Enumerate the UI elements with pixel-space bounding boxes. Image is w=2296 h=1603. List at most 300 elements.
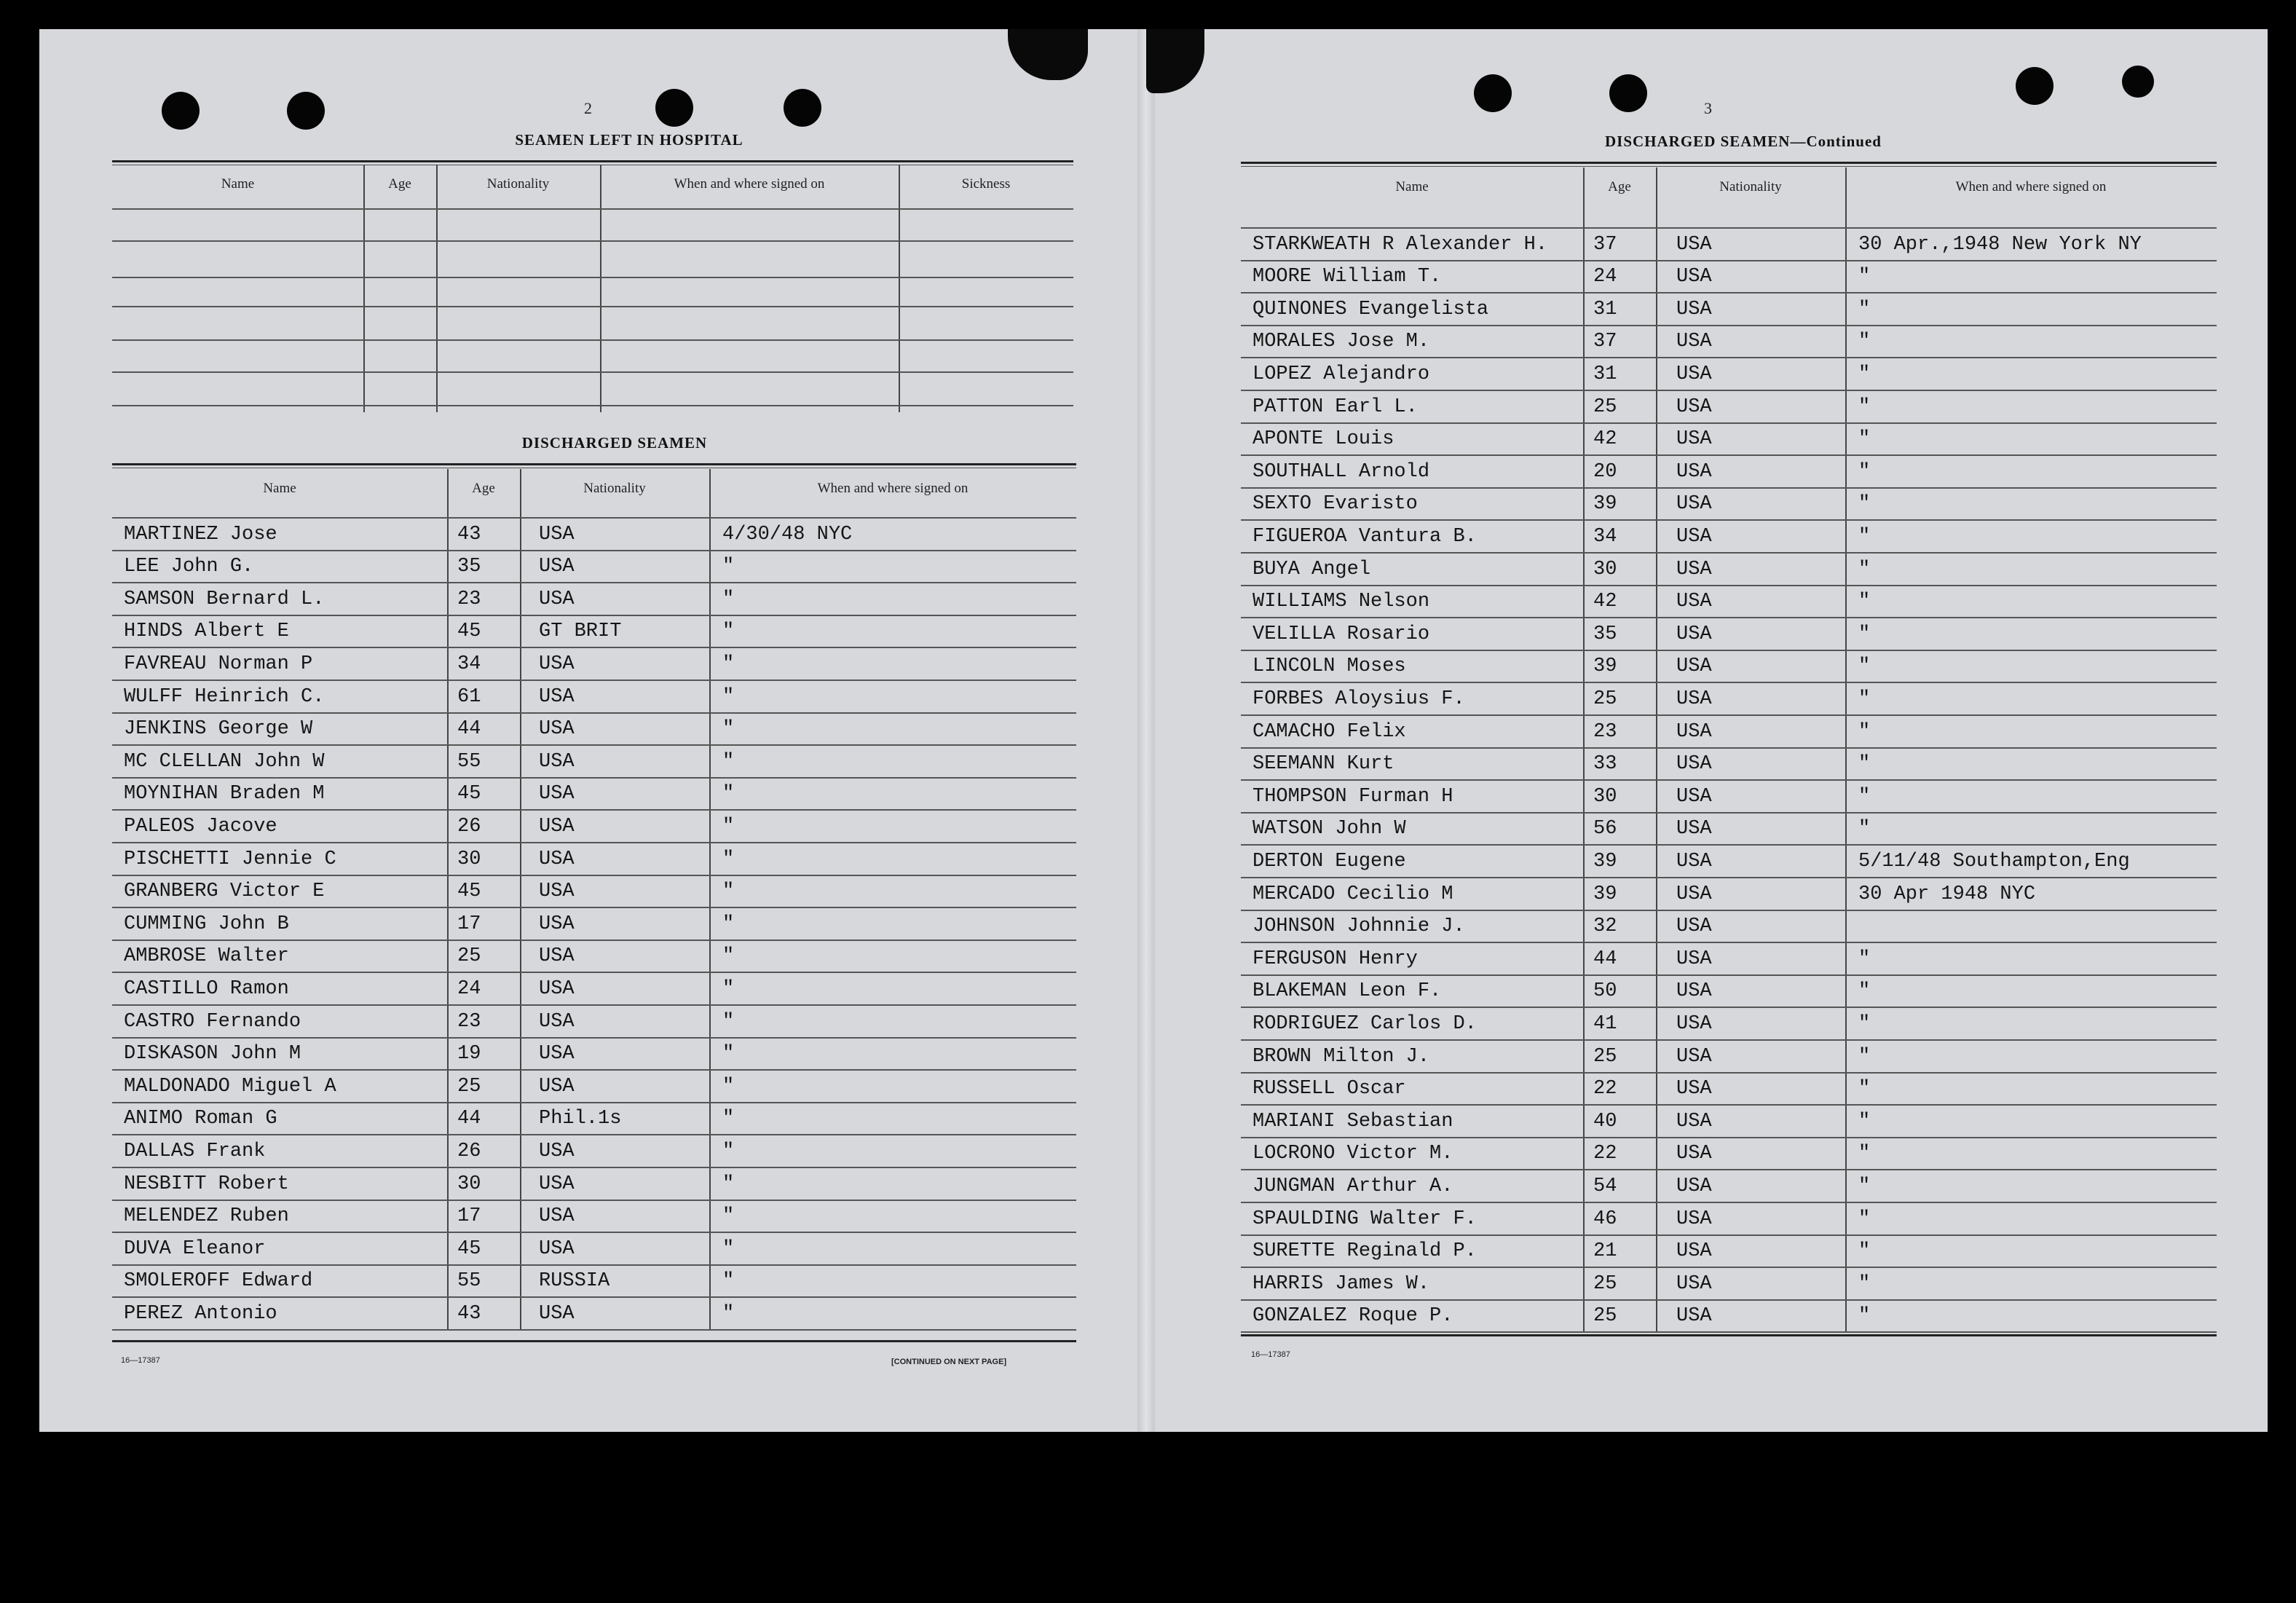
cell-signed-on: " — [1858, 1175, 1871, 1197]
cell-name: MORALES Jose M. — [1252, 331, 1430, 353]
cell-signed-on: " — [722, 1237, 735, 1260]
cell-signed-on: " — [722, 1270, 735, 1293]
cell-name: LOCRONO Victor M. — [1252, 1143, 1453, 1165]
cell-name: RUSSELL Oscar — [1252, 1078, 1406, 1100]
cell-age: 61 — [457, 685, 481, 708]
cell-name: PATTON Earl L. — [1252, 395, 1418, 418]
cell-name: MELENDEZ Ruben — [124, 1205, 289, 1228]
cell-age: 55 — [457, 1270, 481, 1293]
punch-hole — [1474, 74, 1512, 112]
cell-age: 30 — [1593, 785, 1617, 808]
table-row-line — [112, 371, 1073, 373]
cell-name: AMBROSE Walter — [124, 945, 289, 968]
cell-name: MARIANI Sebastian — [1252, 1110, 1453, 1133]
table-row-line — [1241, 357, 2217, 358]
table-row-line — [1241, 552, 2217, 554]
cell-signed-on: " — [722, 750, 735, 773]
cell-nationality: USA — [1676, 1013, 1712, 1035]
table-row-line — [112, 907, 1076, 908]
cell-name: FORBES Aloysius F. — [1252, 688, 1465, 710]
cell-signed-on: 30 Apr 1948 NYC — [1858, 883, 2036, 905]
cell-name: PISCHETTI Jennie C — [124, 848, 336, 870]
table-row-line — [112, 1329, 1076, 1331]
cell-nationality: USA — [1676, 266, 1712, 288]
cell-age: 21 — [1593, 1240, 1617, 1263]
cell-age: 43 — [457, 523, 481, 546]
cell-nationality: USA — [1676, 851, 1712, 873]
table-row-line — [1241, 1299, 2217, 1301]
cell-age: 37 — [1593, 331, 1617, 353]
column-header-name: Name — [221, 176, 255, 192]
cell-name: JUNGMAN Arthur A. — [1252, 1175, 1453, 1197]
table-row-line — [112, 809, 1076, 811]
cell-age: 25 — [1593, 1305, 1617, 1328]
cell-nationality: USA — [539, 978, 575, 1000]
cell-name: BUYA Angel — [1252, 558, 1371, 580]
cell-signed-on: " — [722, 1010, 735, 1033]
cell-name: DUVA Eleanor — [124, 1237, 266, 1260]
cell-age: 45 — [457, 783, 481, 806]
cell-signed-on: " — [1858, 948, 1871, 970]
cell-name: MALDONADO Miguel A — [124, 1075, 336, 1098]
right-page — [1146, 29, 2268, 1432]
cell-name: QUINONES Evangelista — [1252, 298, 1489, 320]
table-row-line — [1241, 844, 2217, 846]
cell-signed-on: " — [1858, 363, 1871, 385]
cell-signed-on: " — [722, 1303, 735, 1325]
cell-signed-on: " — [722, 1075, 735, 1098]
cell-nationality: USA — [539, 588, 575, 610]
cell-signed-on: " — [722, 1141, 735, 1162]
cell-name: GRANBERG Victor E — [124, 881, 325, 903]
continued-note: [CONTINUED ON NEXT PAGE] — [891, 1358, 1007, 1366]
cell-nationality: USA — [1676, 948, 1712, 970]
cell-name: CAMACHO Felix — [1252, 720, 1406, 743]
cell-nationality: USA — [1676, 1305, 1712, 1328]
punch-hole — [1609, 74, 1647, 112]
cell-signed-on: " — [1858, 1272, 1871, 1295]
cell-age: 44 — [457, 1108, 481, 1130]
column-divider — [1845, 168, 1847, 1331]
table-row-line — [112, 744, 1076, 746]
cell-name: MOYNIHAN Braden M — [124, 783, 325, 806]
header-underline — [1241, 227, 2217, 229]
column-divider — [899, 165, 900, 412]
cell-age: 26 — [457, 1141, 481, 1162]
cell-name: VELILLA Rosario — [1252, 623, 1430, 645]
table-row-line — [112, 972, 1076, 973]
cell-name: MOORE William T. — [1252, 266, 1442, 288]
cell-signed-on: " — [1858, 266, 1871, 288]
cell-nationality: USA — [1676, 331, 1712, 353]
cell-name: HARRIS James W. — [1252, 1272, 1430, 1295]
cell-age: 33 — [1593, 753, 1617, 776]
column-header-age: Age — [1608, 179, 1631, 194]
punch-hole — [655, 89, 693, 127]
cell-signed-on: " — [722, 978, 735, 1000]
table-row-line — [1241, 1137, 2217, 1138]
table-row-line — [1241, 1234, 2217, 1236]
table-row-line — [112, 208, 1073, 210]
cell-signed-on: " — [722, 816, 735, 838]
cell-age: 30 — [457, 848, 481, 870]
cell-signed-on: " — [1858, 526, 1871, 548]
table-row-line — [112, 550, 1076, 551]
column-divider — [1583, 168, 1585, 1331]
cell-age: 30 — [1593, 558, 1617, 580]
cell-nationality: USA — [1676, 655, 1712, 678]
cell-name: GONZALEZ Roque P. — [1252, 1305, 1453, 1328]
column-header-name: Name — [263, 481, 296, 496]
section-title: DISCHARGED SEAMEN—Continued — [1605, 133, 1882, 150]
cell-signed-on: " — [1858, 1078, 1871, 1100]
cell-nationality: USA — [539, 848, 575, 870]
left-page — [39, 29, 1146, 1432]
cell-nationality: USA — [1676, 1143, 1712, 1165]
cell-age: 54 — [1593, 1175, 1617, 1197]
cell-nationality: USA — [1676, 591, 1712, 613]
table-row-line — [1241, 747, 2217, 749]
cell-nationality: USA — [539, 750, 575, 773]
cell-name: CASTILLO Ramon — [124, 978, 289, 1000]
table-row-line — [112, 842, 1076, 843]
cell-signed-on: " — [1858, 428, 1871, 451]
column-header-nationality: Nationality — [583, 481, 646, 496]
cell-age: 46 — [1593, 1208, 1617, 1230]
cell-nationality: USA — [1676, 753, 1712, 776]
cell-age: 25 — [457, 945, 481, 968]
table-row-line — [112, 1167, 1076, 1168]
cell-name: BROWN Milton J. — [1252, 1045, 1430, 1068]
cell-name: NESBITT Robert — [124, 1173, 289, 1195]
cell-age: 56 — [1593, 818, 1617, 840]
table-row-line — [112, 1232, 1076, 1233]
cell-name: PALEOS Jacove — [124, 816, 277, 838]
cell-nationality: USA — [1676, 785, 1712, 808]
column-header-name: Name — [1395, 179, 1429, 194]
table-row-line — [112, 277, 1073, 278]
column-header-signed-on: When and where signed on — [1955, 179, 2107, 194]
cell-nationality: USA — [1676, 1110, 1712, 1133]
cell-name: SPAULDING Walter F. — [1252, 1208, 1477, 1230]
cell-age: 34 — [1593, 526, 1617, 548]
cell-nationality: USA — [1676, 623, 1712, 645]
cell-age: 32 — [1593, 915, 1617, 938]
column-divider — [1656, 168, 1657, 1331]
cell-signed-on: 4/30/48 NYC — [722, 523, 853, 546]
header-underline — [112, 517, 1076, 519]
cell-age: 42 — [1593, 428, 1617, 451]
cell-age: 17 — [457, 1205, 481, 1228]
punch-hole — [2122, 66, 2154, 98]
cell-signed-on: " — [1858, 688, 1871, 710]
cell-name: FAVREAU Norman P — [124, 653, 313, 675]
cell-age: 25 — [1593, 1272, 1617, 1295]
cell-name: FERGUSON Henry — [1252, 948, 1418, 970]
cell-nationality: USA — [1676, 1208, 1712, 1230]
cell-name: STARKWEATH R Alexander H. — [1252, 233, 1548, 256]
cell-signed-on: " — [722, 653, 735, 675]
table-row-line — [1241, 260, 2217, 261]
table-row-line — [1241, 877, 2217, 878]
cell-nationality: USA — [1676, 1272, 1712, 1295]
column-header-sickness: Sickness — [961, 176, 1011, 192]
torn-edge — [1008, 29, 1088, 80]
cell-age: 24 — [1593, 266, 1617, 288]
cell-age: 39 — [1593, 493, 1617, 516]
cell-age: 55 — [457, 750, 481, 773]
cell-signed-on: " — [722, 556, 735, 578]
cell-nationality: USA — [539, 1173, 575, 1195]
cell-signed-on: " — [1858, 753, 1871, 776]
table-row-line — [112, 680, 1076, 681]
cell-signed-on: " — [1858, 331, 1871, 353]
cell-signed-on: " — [1858, 493, 1871, 516]
cell-signed-on: " — [1858, 818, 1871, 840]
cell-age: 39 — [1593, 883, 1617, 905]
cell-age: 35 — [457, 556, 481, 578]
table-row-line — [1241, 1202, 2217, 1203]
table-row-line — [1241, 714, 2217, 716]
cell-age: 40 — [1593, 1110, 1617, 1133]
cell-signed-on: " — [1858, 1110, 1871, 1133]
cell-signed-on: 30 Apr.,1948 New York NY — [1858, 233, 2142, 256]
table-row-line — [1241, 682, 2217, 683]
cell-nationality: USA — [1676, 233, 1712, 256]
punch-hole — [784, 89, 821, 127]
cell-signed-on: " — [722, 1173, 735, 1195]
table-row-line — [112, 1037, 1076, 1039]
punch-hole — [2016, 67, 2054, 105]
cell-name: LEE John G. — [124, 556, 254, 578]
cell-signed-on: " — [1858, 1305, 1871, 1328]
hospital-section-title: SEAMEN LEFT IN HOSPITAL — [515, 131, 743, 149]
cell-signed-on: " — [722, 1043, 735, 1066]
cell-nationality: USA — [539, 718, 575, 741]
cell-age: 25 — [1593, 1045, 1617, 1068]
punch-hole — [287, 92, 325, 130]
cell-name: DERTON Eugene — [1252, 851, 1406, 873]
column-divider — [600, 165, 601, 412]
cell-name: WILLIAMS Nelson — [1252, 591, 1430, 613]
table-row-line — [1241, 1267, 2217, 1268]
cell-signed-on: " — [722, 848, 735, 870]
cell-nationality: USA — [539, 653, 575, 675]
cell-age: 23 — [457, 1010, 481, 1033]
table-row-line — [1241, 617, 2217, 618]
table-row-line — [112, 615, 1076, 616]
cell-nationality: USA — [1676, 558, 1712, 580]
table-row-line — [1241, 1007, 2217, 1008]
column-header-nationality: Nationality — [1719, 179, 1782, 194]
cell-name: ANIMO Roman G — [124, 1108, 277, 1130]
cell-age: 39 — [1593, 851, 1617, 873]
cell-nationality: USA — [539, 1075, 575, 1098]
cell-age: 42 — [1593, 591, 1617, 613]
cell-nationality: USA — [539, 1043, 575, 1066]
cell-signed-on: " — [1858, 395, 1871, 418]
cell-age: 20 — [1593, 460, 1617, 483]
column-divider — [436, 165, 438, 412]
cell-nationality: USA — [1676, 363, 1712, 385]
cell-age: 39 — [1593, 655, 1617, 678]
cell-name: SEEMANN Kurt — [1252, 753, 1394, 776]
cell-age: 26 — [457, 816, 481, 838]
cell-nationality: USA — [539, 523, 575, 546]
table-row-line — [1241, 1104, 2217, 1106]
table-row-line — [112, 940, 1076, 941]
cell-signed-on: " — [722, 945, 735, 968]
cell-nationality: Phil.1s — [539, 1108, 622, 1130]
cell-signed-on: " — [722, 1108, 735, 1130]
cell-age: 22 — [1593, 1078, 1617, 1100]
column-divider — [363, 165, 365, 412]
cell-age: 23 — [457, 588, 481, 610]
table-row-line — [112, 1296, 1076, 1298]
cell-name: DALLAS Frank — [124, 1141, 266, 1162]
cell-signed-on: " — [1858, 785, 1871, 808]
cell-age: 37 — [1593, 233, 1617, 256]
cell-name: LOPEZ Alejandro — [1252, 363, 1430, 385]
cell-signed-on: " — [1858, 558, 1871, 580]
cell-signed-on: " — [722, 783, 735, 806]
cell-signed-on: " — [1858, 591, 1871, 613]
table-row-line — [112, 647, 1076, 648]
cell-age: 45 — [457, 1237, 481, 1260]
cell-name: SAMSON Bernard L. — [124, 588, 325, 610]
cell-signed-on: 5/11/48 Southampton,Eng — [1858, 851, 2130, 873]
cell-nationality: USA — [1676, 980, 1712, 1003]
cell-age: 22 — [1593, 1143, 1617, 1165]
cell-nationality: USA — [1676, 428, 1712, 451]
cell-nationality: USA — [1676, 298, 1712, 320]
cell-name: SMOLEROFF Edward — [124, 1270, 313, 1293]
table-row-line — [112, 1264, 1076, 1266]
cell-age: 31 — [1593, 298, 1617, 320]
cell-name: MARTINEZ Jose — [124, 523, 277, 546]
cell-signed-on: " — [722, 685, 735, 708]
table-row-line — [112, 582, 1076, 583]
table-row-line — [1241, 1169, 2217, 1170]
cell-signed-on: " — [1858, 655, 1871, 678]
table-row-line — [112, 240, 1073, 242]
cell-nationality: USA — [539, 1303, 575, 1325]
cell-nationality: USA — [1676, 1045, 1712, 1068]
cell-signed-on: " — [1858, 1208, 1871, 1230]
cell-name: CASTRO Fernando — [124, 1010, 301, 1033]
cell-name: SEXTO Evaristo — [1252, 493, 1418, 516]
table-row-line — [1241, 422, 2217, 424]
column-header-age: Age — [472, 481, 495, 496]
cell-name: THOMPSON Furman H — [1252, 785, 1453, 808]
cell-age: 25 — [457, 1075, 481, 1098]
cell-name: PEREZ Antonio — [124, 1303, 277, 1325]
table-row-line — [1241, 390, 2217, 391]
cell-nationality: USA — [539, 913, 575, 935]
cell-name: MERCADO Cecilio M — [1252, 883, 1453, 905]
cell-signed-on: " — [1858, 460, 1871, 483]
cell-name: RODRIGUEZ Carlos D. — [1252, 1013, 1477, 1035]
table-row-line — [1241, 585, 2217, 586]
cell-nationality: USA — [539, 1010, 575, 1033]
column-header-nationality: Nationality — [486, 176, 550, 192]
table-row-line — [1241, 910, 2217, 911]
cell-name: WULFF Heinrich C. — [124, 685, 325, 708]
table-row-line — [112, 1102, 1076, 1103]
table-row-line — [1241, 454, 2217, 456]
cell-age: 25 — [1593, 688, 1617, 710]
cell-name: BLAKEMAN Leon F. — [1252, 980, 1442, 1003]
table-row-line — [112, 1134, 1076, 1135]
table-row-line — [112, 712, 1076, 714]
cell-nationality: USA — [1676, 1175, 1712, 1197]
discharged-section-title: DISCHARGED SEAMEN — [521, 434, 708, 452]
cell-nationality: USA — [539, 1205, 575, 1228]
cell-nationality: USA — [539, 816, 575, 838]
table-row-line — [1241, 1039, 2217, 1041]
cell-signed-on: " — [1858, 623, 1871, 645]
document-sheet — [39, 29, 2268, 1432]
cell-age: 17 — [457, 913, 481, 935]
cell-age: 45 — [457, 621, 481, 643]
cell-name: SOUTHALL Arnold — [1252, 460, 1430, 483]
cell-nationality: USA — [539, 881, 575, 903]
cell-nationality: RUSSIA — [539, 1270, 610, 1293]
cell-age: 25 — [1593, 395, 1617, 418]
cell-nationality: USA — [1676, 688, 1712, 710]
table-row-line — [1241, 1072, 2217, 1074]
cell-name: JENKINS George W — [124, 718, 313, 741]
table-row-line — [1241, 1331, 2217, 1333]
torn-edge — [1146, 29, 1204, 93]
cell-name: LINCOLN Moses — [1252, 655, 1406, 678]
cell-age: 41 — [1593, 1013, 1617, 1035]
cell-age: 24 — [457, 978, 481, 1000]
cell-nationality: USA — [539, 685, 575, 708]
column-header-age: Age — [388, 176, 411, 192]
cell-age: 19 — [457, 1043, 481, 1066]
column-header-signed-on: When and where signed on — [817, 481, 968, 496]
cell-signed-on: " — [722, 1205, 735, 1228]
cell-signed-on: " — [1858, 980, 1871, 1003]
table-row-line — [1241, 650, 2217, 651]
cell-nationality: USA — [539, 1141, 575, 1162]
cell-nationality: USA — [1676, 1078, 1712, 1100]
cell-age: 50 — [1593, 980, 1617, 1003]
cell-signed-on: " — [722, 881, 735, 903]
cell-name: FIGUEROA Vantura B. — [1252, 526, 1477, 548]
punch-hole — [162, 92, 200, 130]
cell-signed-on: " — [1858, 720, 1871, 743]
cell-name: WATSON John W — [1252, 818, 1406, 840]
table-row-line — [1241, 519, 2217, 521]
cell-name: HINDS Albert E — [124, 621, 289, 643]
cell-nationality: USA — [539, 1237, 575, 1260]
cell-age: 43 — [457, 1303, 481, 1325]
cell-name: APONTE Louis — [1252, 428, 1394, 451]
form-number: 16—17387 — [121, 1356, 160, 1365]
table-row-line — [112, 1069, 1076, 1071]
cell-age: 45 — [457, 881, 481, 903]
table-row-line — [1241, 974, 2217, 976]
cell-signed-on: " — [722, 588, 735, 610]
cell-signed-on: " — [1858, 1143, 1871, 1165]
page-number: 2 — [584, 99, 592, 117]
table-row-line — [1241, 487, 2217, 489]
cell-signed-on: " — [722, 718, 735, 741]
cell-nationality: USA — [1676, 493, 1712, 516]
cell-age: 30 — [457, 1173, 481, 1195]
